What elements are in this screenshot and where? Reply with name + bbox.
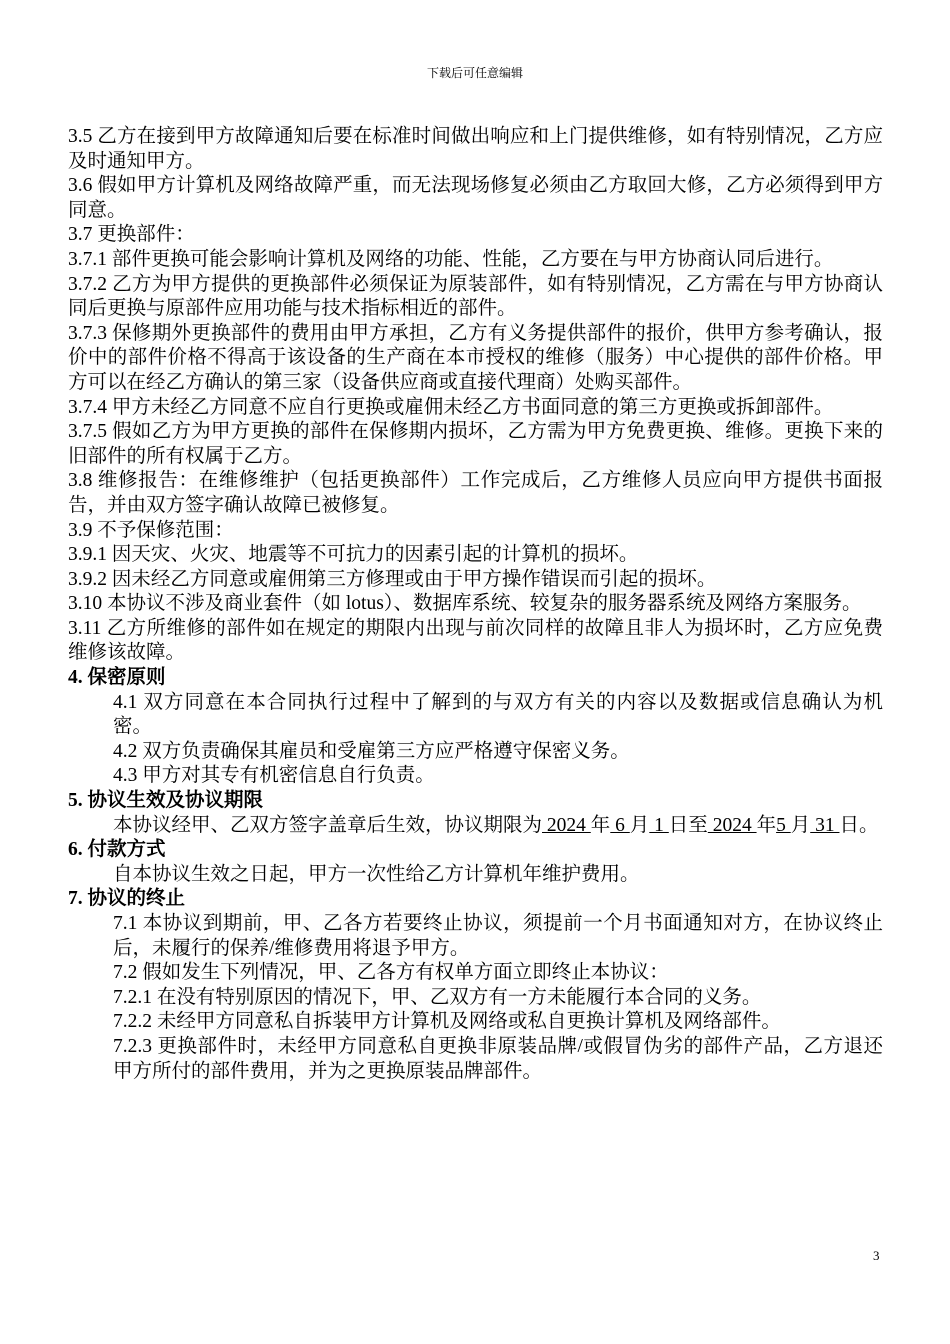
clause-7-2-1: 7.2.1 在没有特别原因的情况下，甲、乙双方有一方未能履行本合同的义务。 [113,986,762,1008]
clause-4-1: 4.1 双方同意在本合同执行过程中了解到的与双方有关的内容以及数据或信息确认为机密。 [113,691,883,738]
clause-3-7-3: 3.7.3 保修期外更换部件的费用由甲方承担，乙方有义务提供部件的报价，供甲方参考确认，报价中的部件价格不得高于该设备的生产商在本市授权的维修（服务）中心提供的部件价格。甲方可以在经乙方确认的第三家（设备供应商或直接代理商）处购买部件。 [68,322,883,393]
start-year: 2024 [542,814,591,836]
end-month: 5 [776,814,791,836]
term-text-6: 月 [790,814,811,836]
section-5-heading: 5. 协议生效及协议期限 [68,790,264,812]
section-4-heading: 4. 保密原则 [68,667,166,689]
start-month: 6 [610,814,630,836]
clause-4-3: 4.3 甲方对其专有机密信息自行负责。 [113,765,435,787]
end-day: 31 [810,814,840,836]
clause-7-2: 7.2 假如发生下列情况，甲、乙各方有权单方面立即终止本协议： [113,962,669,984]
clause-3-9-2: 3.9.2 因未经乙方同意或雇佣第三方修理或由于甲方操作错误而引起的损坏。 [68,568,717,590]
section-6-heading: 6. 付款方式 [68,839,166,861]
term-text-4: 日至 [668,814,708,836]
end-year: 2024 [707,814,757,836]
clause-3-6: 3.6 假如甲方计算机及网络故障严重，而无法现场修复必须由乙方取回大修，乙方必须得到甲方同意。 [68,175,883,221]
clause-3-11: 3.11 乙方所维修的部件如在规定的期限内出现与前次同样的故障且非人为损坏时，乙方应免费维修该故障。 [68,617,883,664]
clause-7-2-3: 7.2.3 更换部件时，未经甲方同意私自更换非原装品牌/或假冒伪劣的部件产品，乙方退还甲方所付的部件费用，并为之更换原装品牌部件。 [113,1035,883,1082]
document-body [68,125,883,1084]
term-text-2: 年 [590,814,611,836]
start-day: 1 [649,814,669,836]
clause-3-5: 3.5 乙方在接到甲方故障通知后要在标准时间做出响应和上门提供维修，如有特别情况，乙方应及时通知甲方。 [68,126,883,172]
clause-3-10: 3.10 本协议不涉及商业套件（如 lotus）、数据库系统、较复杂的服务器系统及网络方案服务。 [68,593,862,615]
term-text-5: 年 [756,814,777,836]
agreement-term [68,814,883,839]
term-text-7: 日。 [839,814,879,836]
clause-3-9-1: 3.9.1 因天灾、火灾、地震等不可抗力的因素引起的计算机的损坏。 [68,544,639,566]
clause-3-9: 3.9 不予保修范围： [68,519,234,541]
term-text-1: 本协议经甲、乙双方签字盖章后生效，协议期限为 [113,814,543,836]
clause-3-7-1: 3.7.1 部件更换可能会影响计算机及网络的功能、性能，乙方要在与甲方协商认同后进行。 [68,248,834,270]
clause-4-2: 4.2 双方负责确保其雇员和受雇第三方应严格遵守保密义务。 [113,740,630,762]
clause-3-7-5: 3.7.5 假如乙方为甲方更换的部件在保修期内损坏，乙方需为甲方免费更换、维修。更换下来的旧部件的所有权属于乙方。 [68,421,883,467]
section-7-heading: 7. 协议的终止 [68,888,186,910]
clause-3-7-2: 3.7.2 乙方为甲方提供的更换部件必须保证为原装部件，如有特别情况，乙方需在与甲方协商认同后更换与原部件应用功能与技术指标相近的部件。 [68,273,883,320]
clause-7-1: 7.1 本协议到期前，甲、乙各方若要终止协议，须提前一个月书面通知对方，在协议终止后，未履行的保养/维修费用将退予甲方。 [113,913,883,959]
page-header: 下载后可任意编辑 [426,66,523,80]
clause-7-2-2: 7.2.2 未经甲方同意私自拆装甲方计算机及网络或私自更换计算机及网络部件。 [113,1011,781,1033]
clause-3-8: 3.8 维修报告：在维修维护（包括更换部件）工作完成后，乙方维修人员应向甲方提供书面报告，并由双方签字确认故障已被修复。 [68,470,883,516]
clause-3-7: 3.7 更换部件： [68,224,195,246]
page-number: 3 [873,1248,880,1263]
term-text-3: 月 [629,814,650,836]
clause-3-7-4: 3.7.4 甲方未经乙方同意不应自行更换或雇佣未经乙方书面同意的第三方更换或拆卸部件。 [68,396,834,418]
payment-text: 自本协议生效之日起，甲方一次性给乙方计算机年维护费用。 [113,863,640,885]
